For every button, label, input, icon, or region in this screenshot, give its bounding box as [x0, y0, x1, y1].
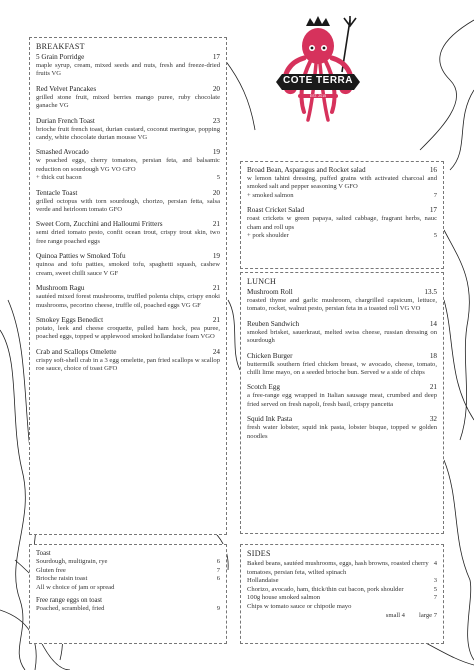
menu-item-addon: [247, 192, 437, 200]
logo-tagline: EST. 2015: [298, 94, 338, 98]
menu-item: [36, 284, 220, 310]
menu-item-price: 23: [212, 116, 220, 125]
menu-item-name: Sweet Corn, Zucchini and Halloumi Fritters: [36, 220, 163, 229]
menu-item: [247, 415, 437, 441]
menu-item: [247, 166, 437, 200]
addon-price: 5: [216, 174, 220, 182]
menu-item-header: [36, 284, 220, 293]
menu-item: [36, 189, 220, 215]
menu-item-header: [36, 85, 220, 94]
price-row-label: Poached, scrambled, fried: [36, 605, 105, 613]
menu-item-header: [36, 348, 220, 357]
menu-item: [36, 316, 220, 342]
menu-item-name: Scotch Egg: [247, 383, 280, 392]
menu-item-header: [247, 166, 437, 175]
menu-item-name: Tentacle Toast: [36, 188, 78, 197]
sides-heading: SIDES: [247, 549, 271, 558]
addon-label: + pork shoulder: [247, 232, 289, 240]
menu-item-name: Smokey Eggs Benedict: [36, 315, 104, 324]
addon-price: 7: [433, 191, 437, 199]
menu-item-name: 5 Grain Porridge: [36, 53, 85, 61]
menu-item-header: [36, 316, 220, 325]
menu-item: [36, 348, 220, 374]
price-row-price: 5: [433, 585, 437, 593]
menu-item-description: quinoa and tofu patties, smoked tofu, spaghetti squash, cashew cream, sweet chilli sauce V GF: [36, 261, 220, 277]
menu-item: [36, 85, 220, 111]
menu-item: [36, 220, 220, 246]
menu-item: [36, 53, 220, 79]
menu-item-header: [36, 53, 220, 62]
price-row: [247, 577, 437, 586]
menu-item-description: potato, leek and cheese croquette, pulled ham hock, pea puree, poached eggs, topped w applewood smoked hollandaise foam VGO: [36, 324, 220, 341]
menu-item: [247, 352, 437, 378]
menu-item-name: Reuben Sandwich: [247, 319, 300, 328]
lunch-section: [240, 272, 444, 534]
menu-item-name: Chicken Burger: [247, 351, 293, 360]
menu-item-name: Roast Cricket Salad: [247, 206, 305, 215]
menu-item-price: 21: [429, 383, 437, 392]
price-row-label: Sourdough, multigrain, rye: [36, 558, 108, 565]
menu-item-description: a free-range egg wrapped in Italian sausage meat, crumbed and deep fried served on fresh napoli, fresh basil, crispy pancetta: [247, 392, 437, 408]
menu-item-name: Durian French Toast: [36, 116, 95, 125]
menu-item: [247, 288, 437, 314]
menu-item-addon: [247, 232, 437, 240]
menu-item-price: 21: [212, 220, 220, 229]
addon-label: + thick cut bacon: [36, 174, 82, 182]
menu-item: [36, 148, 220, 182]
menu-item-description: buttermilk southern fried chicken breast, w avocado, cheese, tomato, chilli lime mayo, on a seeded brioche bun. Served w a side of chips: [247, 360, 437, 377]
menu-item-description: smoked brisket, sauerkraut, melted swiss cheese, russian dressing on sourdough: [247, 328, 437, 345]
menu-item-description: grilled stone fruit, mixed berries mango puree, ruby chocolate ganache VG: [36, 93, 220, 110]
menu-item-header: [36, 148, 220, 157]
price-row-label: Chorizo, avocado, ham, thick/thin cut bacon, pork shoulder: [247, 585, 404, 593]
menu-item-price: 19: [212, 252, 220, 261]
octopus-icon: [268, 14, 368, 132]
menu-item-price: 24: [212, 347, 220, 356]
price-row-price: 6: [216, 575, 220, 583]
menu-item: [247, 320, 437, 346]
menu-item-description: fresh water lobster, squid ink pasta, lobster bisque, topped w golden noodles: [247, 424, 437, 440]
price-row-label: Chips w tomato sauce or chipotle mayo: [247, 602, 352, 610]
price-row-label: All w choice of jam or spread: [36, 583, 115, 591]
price-row: [36, 584, 220, 593]
price-row: [36, 605, 220, 614]
price-row-price: 7: [216, 566, 220, 574]
chips-small-price: small 4: [385, 611, 405, 619]
breakfast-section: [29, 37, 227, 535]
menu-item: [247, 383, 437, 409]
menu-item-description: maple syrup, cream, mixed seeds and nuts, fresh and freeze-dried fruits VG: [36, 62, 220, 78]
menu-item-price: 13.5: [424, 288, 437, 296]
menu-item-price: 21: [212, 315, 220, 324]
menu-item-header: [247, 352, 437, 361]
toast-section: [29, 544, 227, 644]
menu-item-header: [247, 288, 437, 297]
menu-item-price: 32: [429, 415, 437, 424]
price-row-label: Gluten free: [36, 566, 66, 574]
menu-item-header: [247, 383, 437, 392]
price-row: [36, 567, 220, 576]
price-row: [247, 603, 437, 612]
menu-item-price: 20: [212, 84, 220, 93]
eggs-on-toast-heading: Free range eggs on toast: [36, 597, 103, 605]
menu-item-price: 18: [429, 351, 437, 360]
price-row: [247, 594, 437, 603]
menu-item-name: Squid Ink Pasta: [247, 415, 293, 424]
menu-item-description: w lemon tahini dressing, puffed grains with activated charcoal and smoked salt and pepper seasoning V GFO: [247, 175, 437, 191]
chips-large-price: large 7: [418, 611, 437, 619]
price-row-label: Baked beans, sautéed mushrooms, eggs, hash browns, roasted cherry tomatoes, persian feta, wilted spinach: [247, 560, 429, 576]
price-row-label: Hollandaise: [247, 577, 279, 585]
menu-item-name: Crab and Scallops Omelette: [36, 347, 117, 356]
menu-item-name: Mushroom Ragu: [36, 284, 85, 293]
breakfast-heading: BREAKFAST: [36, 42, 85, 51]
logo-wordmark: COTE TERRA: [283, 75, 353, 86]
menu-item: [36, 117, 220, 143]
menu-item-description: roasted thyme and garlic mushroom, chargrilled capsicum, lettuce, tomato, rocket, walnut pesto, persian feta in a toasted roll VG VO: [247, 297, 437, 313]
menu-item-name: Smashed Avocado: [36, 148, 89, 157]
menu-item-addon: [36, 174, 220, 182]
menu-item-header: [36, 117, 220, 126]
menu-item: [36, 252, 220, 278]
menu-item-header: [247, 415, 437, 424]
price-row-price: 9: [216, 605, 220, 613]
price-row: [247, 560, 437, 577]
menu-item-header: [36, 220, 220, 229]
addon-label: + smoked salmon: [247, 191, 294, 199]
menu-item-description: sautéed mixed forest mushrooms, truffled polenta chips, crispy enoki mushrooms, pecorino cheese, truffle oil, poached eggs VG GF: [36, 293, 220, 309]
price-row-label: 100g house smoked salmon: [247, 594, 321, 602]
price-row: [36, 575, 220, 584]
menu-item-price: 17: [429, 206, 437, 215]
menu-item-price: 21: [212, 284, 220, 293]
chips-sizes: [247, 612, 437, 621]
menu-item-header: [36, 252, 220, 261]
menu-item-price: 14: [429, 319, 437, 328]
price-row-price: 7: [433, 594, 437, 602]
menu-item-name: Red Velvet Pancakes: [36, 84, 97, 93]
menu-item-header: [247, 206, 437, 215]
lunch-heading: LUNCH: [247, 277, 277, 286]
cote-terra-logo: [268, 14, 368, 132]
menu-item-price: 17: [212, 53, 220, 61]
menu-item-description: crispy soft-shell crab in a 3 egg omelette, pan fried scallops w scallop roe sauce, choice of toast GFO: [36, 356, 220, 373]
menu-item-name: Quinoa Patties w Smoked Tofu: [36, 252, 126, 261]
price-row-price: 4: [433, 560, 437, 567]
menu-item-description: brioche fruit french toast, durian custard, coconut meringue, popping candy, white chocolate durian mousse VG: [36, 125, 220, 142]
price-row: [36, 558, 220, 567]
menu-item-description: w poached eggs, cherry tomatoes, persian feta, and balsamic reduction on sourdough VG VO GFO: [36, 157, 220, 173]
menu-item-name: Mushroom Roll: [247, 288, 293, 296]
sides-section: [240, 544, 444, 644]
toast-heading: Toast: [36, 550, 51, 557]
price-row-price: 3: [433, 577, 437, 585]
price-row: [247, 586, 437, 595]
menu-item-header: [36, 189, 220, 198]
menu-item-description: roast crickets w green papaya, salted cabbage, fragrant herbs, nauc cham and roll ups: [247, 215, 437, 231]
price-row-label: Brioche raisin toast: [36, 575, 88, 583]
price-row-price: 6: [216, 558, 220, 565]
menu-item-price: 20: [212, 188, 220, 197]
menu-item-price: 19: [212, 148, 220, 157]
menu-item-name: Broad Bean, Asparagus and Rocket salad: [247, 166, 366, 174]
menu-item-description: grilled octopus with torn sourdough, chorizo, persian fetta, salsa verde and heirloom tomato GFO: [36, 197, 220, 214]
salads-section: [240, 161, 444, 269]
menu-item-header: [247, 320, 437, 329]
menu-item-price: 16: [429, 166, 437, 174]
menu-item: [247, 206, 437, 240]
addon-price: 5: [433, 232, 437, 240]
menu-item-description: semi dried tomato pesto, confit ocean trout, crispy trout skin, two free range poached eggs: [36, 229, 220, 245]
